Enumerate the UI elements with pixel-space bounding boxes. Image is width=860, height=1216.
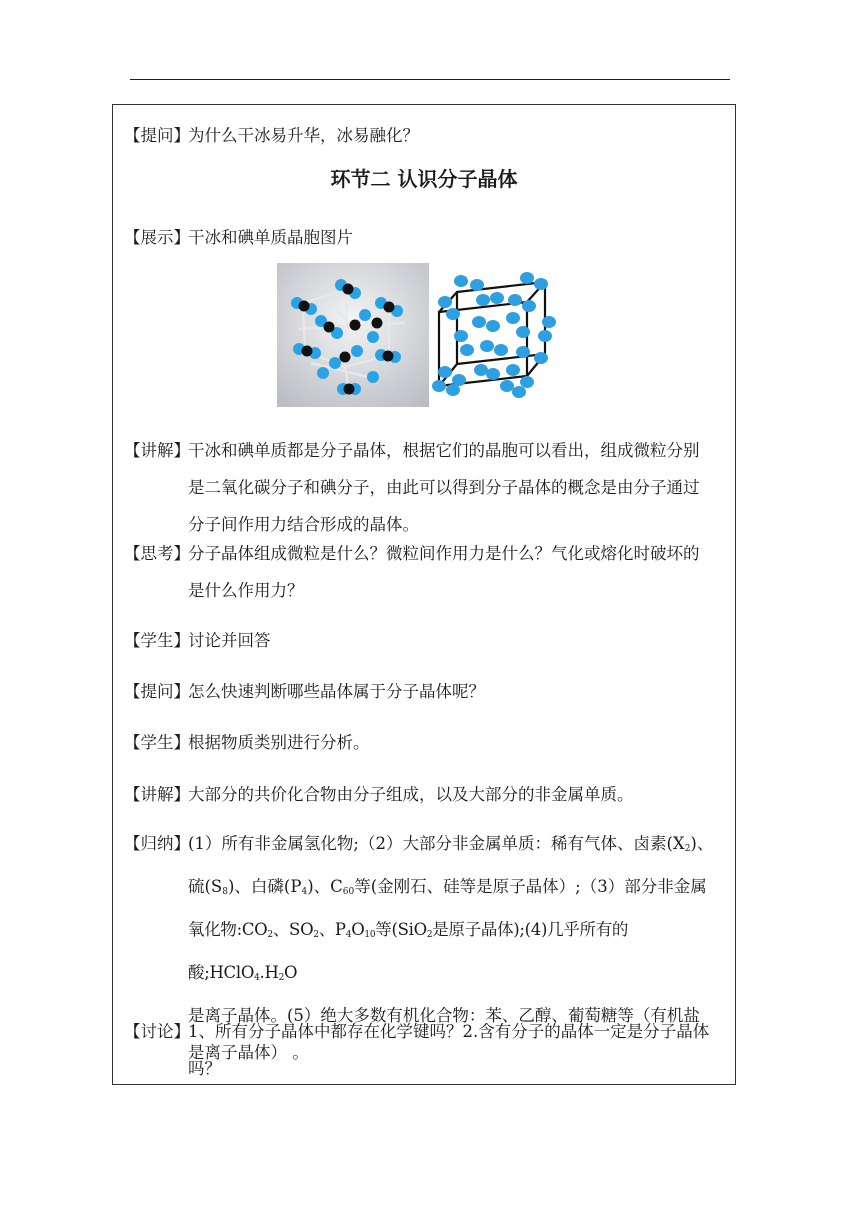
question-1-text: 为什么干冰易升华，冰易融化？ xyxy=(188,126,419,145)
think-item xyxy=(124,535,730,609)
question-1 xyxy=(124,117,730,154)
tag-label: 【讲解】 xyxy=(124,785,190,804)
explain-1 xyxy=(124,432,730,543)
tag-label: 【学生】 xyxy=(124,733,190,752)
explain-1-line: 干冰和碘单质都是分子晶体，根据它们的晶胞可以看出，组成微粒分别 xyxy=(188,441,700,460)
summary-line-3: 氧化物$:CO_2$、$SO_2$、$P_4O_{10}$等(SiO$_2$是原子晶体);(4)几乎所有的酸$;HClO_4.H_2O$ xyxy=(188,920,629,983)
question-2-text: 怎么快速判断哪些晶体属于分子晶体呢？ xyxy=(188,682,485,701)
student-2 xyxy=(124,724,730,761)
header-rule xyxy=(130,79,730,80)
show-text: 干冰和碘单质晶胞图片 xyxy=(188,228,353,247)
explain-1-line: 分子间作用力结合形成的晶体。 xyxy=(188,515,419,534)
tag-label: 【归纳】 xyxy=(124,834,190,853)
section-title: 环节二 认识分子晶体 xyxy=(330,167,518,191)
summary-line-4: 是离子晶体。(5）绝大多数有机化合物：苯、乙醇、葡萄糖等（有机盐 xyxy=(188,1006,700,1025)
summary-line-2: 硫$(S_8)$、白磷$(P_4)$、$C_{60}$等(金刚石、硅等是原子晶体）;（3）部分非金属 xyxy=(188,877,707,897)
think-line: 分子晶体组成微粒是什么？微粒间作用力是什么？气化或熔化时破坏的 xyxy=(188,544,700,563)
show-item xyxy=(124,219,730,256)
student-1-text: 讨论并回答 xyxy=(188,631,271,650)
summary-line-5: 是离子晶体） 。 xyxy=(188,1043,309,1062)
tag-label: 【思考】 xyxy=(124,544,190,563)
tag-label: 【讨论】 xyxy=(124,1022,190,1041)
explain-2-text: 大部分的共价化合物由分子组成，以及大部分的非金属单质。 xyxy=(188,785,634,804)
dry-ice-crystal-photo xyxy=(277,263,429,407)
student-2-text: 根据物质类别进行分析。 xyxy=(188,733,370,752)
discuss-line: 吗？ xyxy=(188,1059,221,1078)
think-line: 是什么作用力？ xyxy=(188,581,304,600)
iodine-unit-cell-diagram xyxy=(431,266,571,400)
tag-label: 【学生】 xyxy=(124,631,190,650)
tag-label: 【讲解】 xyxy=(124,441,190,460)
explain-2 xyxy=(124,776,730,813)
student-1 xyxy=(124,622,730,659)
tag-label: 【提问】 xyxy=(124,682,190,701)
tag-label: 【展示】 xyxy=(124,228,190,247)
discuss-line: 1、所有分子晶体中都存在化学键吗？2.含有分子的晶体一定是分子晶体 xyxy=(188,1022,710,1041)
discuss-item xyxy=(124,1013,730,1087)
explain-1-line: 是二氧化碳分子和碘分子，由此可以得到分子晶体的概念是由分子通过 xyxy=(188,478,700,497)
question-2 xyxy=(124,673,730,710)
summary-line-1: (1）所有非金属氢化物;（2）大部分非金属单质：稀有气体、卤素$(X_2)$、 xyxy=(188,834,714,854)
tag-label: 【提问】 xyxy=(124,126,190,145)
